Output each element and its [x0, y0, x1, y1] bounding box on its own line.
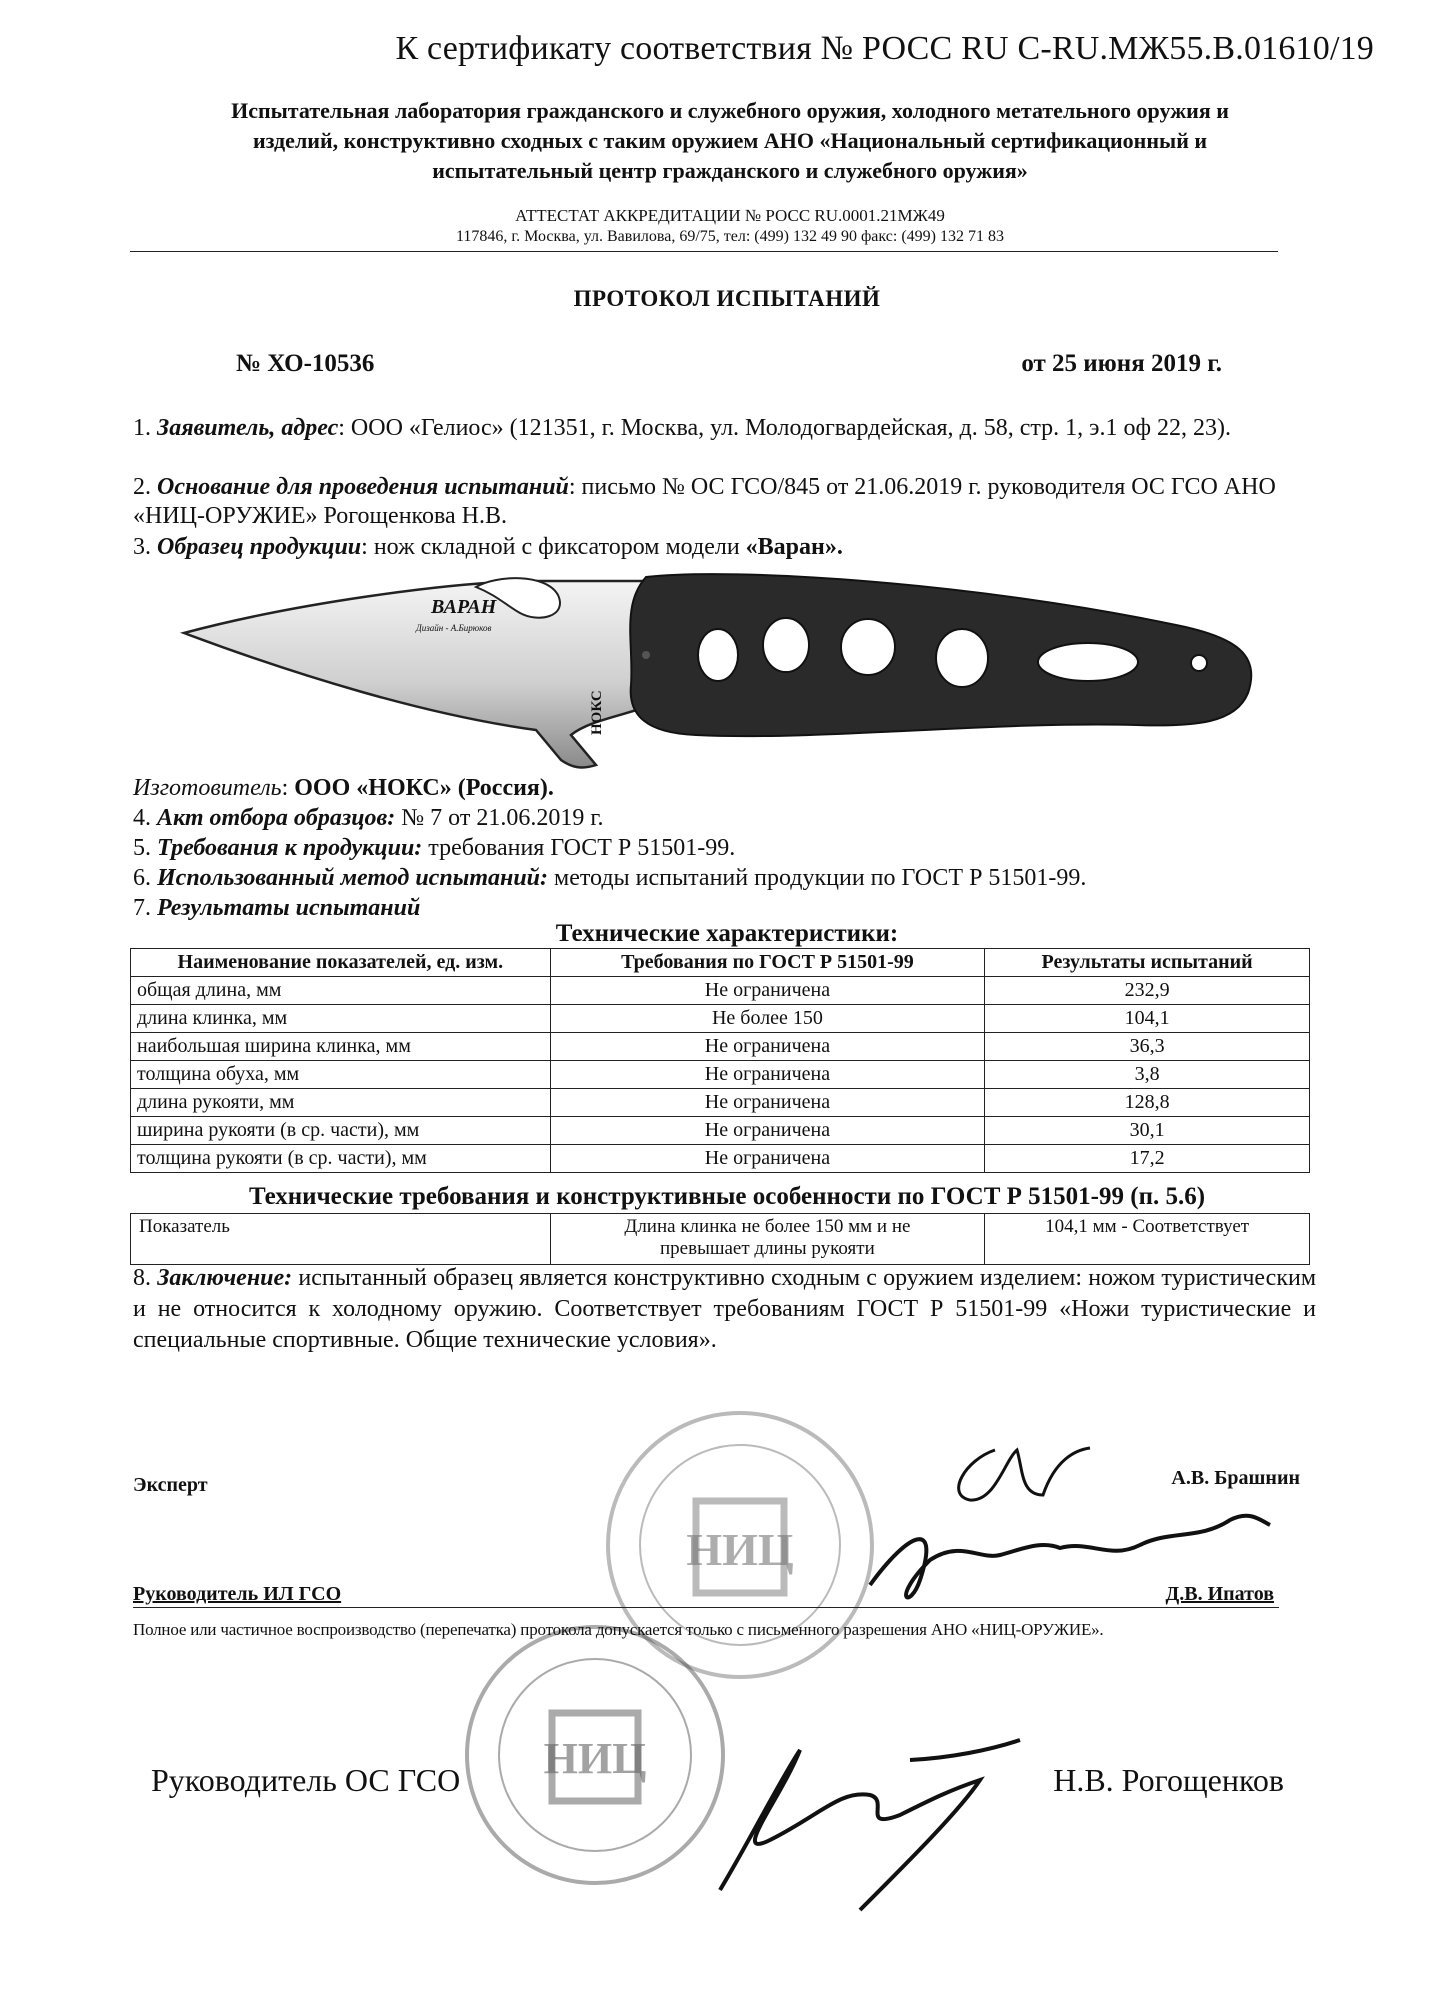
tech-table	[130, 948, 1310, 1173]
req-indicator: Показатель	[131, 1214, 551, 1265]
row-requirement: Не ограничена	[550, 1117, 985, 1145]
sampling-act-label: Акт отбора образцов:	[157, 805, 396, 831]
certificate-reference: К сертификату соответствия № РОСС RU C-RU.МЖ55.В.01610/19	[395, 30, 1374, 67]
results-label: Результаты испытаний	[157, 895, 421, 921]
item-requirements: 5. Требования к продукции: требования ГОСТ Р 51501-99.	[133, 835, 736, 861]
item-method: 6. Использованный метод испытаний: методы испытаний продукции по ГОСТ Р 51501-99.	[133, 865, 1087, 891]
tech-table-header	[131, 949, 1310, 977]
row-result: 232,9	[985, 977, 1310, 1005]
reproduction-note: Полное или частичное воспроизводство (перепечатка) протокола допускается только с письменного разрешения АНО «НИЦ-ОРУЖИЕ».	[133, 1620, 1104, 1639]
protocol-title: ПРОТОКОЛ ИСПЫТАНИЙ	[573, 286, 881, 311]
item-basis: 2. Основание для проведения испытаний: письмо № ОС ГСО/845 от 21.06.2019 г. руководителя ОС ГСО АНО «НИЦ-ОРУЖИЕ» Рогощенкова Н.В.	[133, 474, 1276, 529]
req-requirement	[550, 1214, 985, 1265]
manufacturer-text: ООО «НОКС» (Россия).	[294, 775, 554, 801]
knife-photo	[176, 565, 1266, 780]
row-result: 30,1	[985, 1117, 1310, 1145]
row-result: 36,3	[985, 1033, 1310, 1061]
table-row	[131, 1033, 1310, 1061]
requirements-text: требования ГОСТ Р 51501-99.	[422, 835, 736, 861]
req-requirement-line-1: Длина клинка не более 150 мм и не	[624, 1216, 911, 1237]
row-name: наибольшая ширина клинка, мм	[131, 1033, 551, 1061]
lab-line-1: Испытательная лаборатория гражданского и служебного оружия, холодного метательного оружия и	[231, 98, 1229, 123]
head-os-signature	[660, 1720, 1040, 1920]
item-manufacturer: Изготовитель: ООО «НОКС» (Россия).	[133, 775, 554, 801]
header-divider	[130, 251, 1278, 252]
handle-hole-4	[936, 629, 988, 687]
req-table	[130, 1213, 1310, 1265]
req-table-title: Технические требования и конструктивные особенности по ГОСТ Р 51501-99 (п. 5.6)	[248, 1183, 1206, 1210]
row-requirement: Не ограничена	[550, 1033, 985, 1061]
row-name: длина рукояти, мм	[131, 1089, 551, 1117]
row-requirement: Не ограничена	[550, 977, 985, 1005]
head-il-name: Д.В. Ипатов	[1165, 1583, 1274, 1605]
expert-role: Эксперт	[133, 1474, 208, 1496]
basis-label: Основание для проведения испытаний	[157, 474, 569, 500]
tech-header-result: Результаты испытаний	[985, 949, 1310, 977]
expert-name: А.В. Брашнин	[1171, 1467, 1300, 1489]
item-applicant: 1. Заявитель, адрес: ООО «Гелиос» (121351, г. Москва, ул. Молодогвардейская, д. 58, стр. 1, э.1 оф 22, 23).	[133, 415, 1231, 441]
sample-label: Образец продукции	[157, 534, 362, 560]
method-text: методы испытаний продукции по ГОСТ Р 51501-99.	[548, 865, 1087, 891]
lab-line-3: испытательный центр гражданского и служебного оружия»	[432, 158, 1028, 183]
req-requirement-line-2: превышает длины рукояти	[660, 1238, 875, 1259]
handle-hole-3	[841, 619, 895, 675]
table-row	[131, 1089, 1310, 1117]
item-sample: 3. Образец продукции: нож складной с фиксатором модели «Варан».	[133, 534, 843, 560]
accreditation: АТТЕСТАТ АККРЕДИТАЦИИ № РОСС RU.0001.21МЖ49	[515, 206, 945, 225]
handle-hole-5	[1038, 643, 1138, 681]
protocol-date: от 25 июня 2019 г.	[1021, 350, 1222, 377]
conclusion-text: испытанный образец является конструктивно сходным с оружием изделием: ножом туристическим и не относится к холодному оружию. Соответствует требованиям ГОСТ Р 51501-99 «Ножи туристические и специальные спортивные. Общие технические условия».	[133, 1265, 1317, 1353]
table-row	[131, 1005, 1310, 1033]
row-name: толщина обуха, мм	[131, 1061, 551, 1089]
head-os-role: Руководитель ОС ГСО	[151, 1762, 461, 1798]
manufacturer-label: Изготовитель	[133, 775, 282, 801]
head-os-name: Н.В. Рогощенков	[1053, 1762, 1284, 1798]
protocol-number: № ХО-10536	[236, 350, 375, 377]
method-label: Использованный метод испытаний:	[157, 865, 549, 891]
row-result: 104,1	[985, 1005, 1310, 1033]
row-name: толщина рукояти (в ср. части), мм	[131, 1145, 551, 1173]
applicant-text: : ООО «Гелиос» (121351, г. Москва, ул. Молодогвардейская, д. 58, стр. 1, э.1 оф 22, 23).	[338, 415, 1231, 441]
row-result: 128,8	[985, 1089, 1310, 1117]
tech-header-requirement: Требования по ГОСТ Р 51501-99	[550, 949, 985, 977]
table-row	[131, 1145, 1310, 1173]
tech-header-name: Наименование показателей, ед. изм.	[131, 949, 551, 977]
handle-pin	[1191, 655, 1207, 671]
stamp-upper-center: НИЦ	[686, 1524, 794, 1575]
conclusion: 8. Заключение: испытанный образец является конструктивно сходным с оружием изделием: ножом туристическим и не относится к холодному оружию. Соответствует требованиям ГОСТ Р 51501-99 «Ножи туристические и специальные спортивные. Общие технические условия».	[133, 1265, 1317, 1353]
table-row	[131, 1061, 1310, 1089]
item-sampling-act: 4. Акт отбора образцов: № 7 от 21.06.2019 г.	[133, 805, 604, 831]
row-requirement: Не ограничена	[550, 1061, 985, 1089]
lab-line-2: изделий, конструктивно сходных с таким оружием АНО «Национальный сертификационный и	[252, 128, 1208, 153]
table-row	[131, 1117, 1310, 1145]
laboratory-name	[150, 96, 1310, 186]
row-requirement: Не ограничена	[550, 1145, 985, 1173]
knife-logo: НОКС	[589, 690, 605, 735]
sample-text: : нож складной с фиксатором модели	[361, 534, 746, 560]
head-il-role: Руководитель ИЛ ГСО	[133, 1583, 342, 1605]
row-requirement: Не ограничена	[550, 1089, 985, 1117]
req-result: 104,1 мм - Соответствует	[985, 1214, 1310, 1265]
table-row	[131, 1214, 1310, 1265]
basis-text: : письмо № ОС ГСО/845 от 21.06.2019 г. руководителя ОС ГСО АНО «НИЦ-ОРУЖИЕ» Рогощенкова Н.В.	[133, 474, 1276, 529]
row-result: 17,2	[985, 1145, 1310, 1173]
handle-hole-1	[698, 629, 738, 681]
pivot	[642, 651, 650, 659]
knife-brand: ВАРАН	[431, 596, 497, 618]
lab-address: 117846, г. Москва, ул. Вавилова, 69/75, тел: (499) 132 49 90 факс: (499) 132 71 83	[456, 228, 1004, 245]
row-name: длина клинка, мм	[131, 1005, 551, 1033]
row-name: ширина рукояти (в ср. части), мм	[131, 1117, 551, 1145]
knife-design: Дизайн - А.Бирюков	[416, 623, 492, 633]
sample-model: «Варан».	[745, 534, 843, 560]
head-il-signature	[850, 1500, 1300, 1640]
item-results: 7. Результаты испытаний	[133, 895, 421, 921]
stamp-lower-center: НИЦ	[543, 1734, 647, 1783]
row-name: общая длина, мм	[131, 977, 551, 1005]
conclusion-label: Заключение:	[157, 1265, 293, 1291]
applicant-label: Заявитель, адрес	[157, 415, 339, 441]
tech-table-title: Технические характеристики:	[555, 920, 899, 947]
row-result: 3,8	[985, 1061, 1310, 1089]
handle-hole-2	[763, 618, 809, 672]
requirements-label: Требования к продукции:	[157, 835, 423, 861]
row-requirement: Не более 150	[550, 1005, 985, 1033]
sampling-act-text: № 7 от 21.06.2019 г.	[395, 805, 604, 831]
table-row	[131, 977, 1310, 1005]
